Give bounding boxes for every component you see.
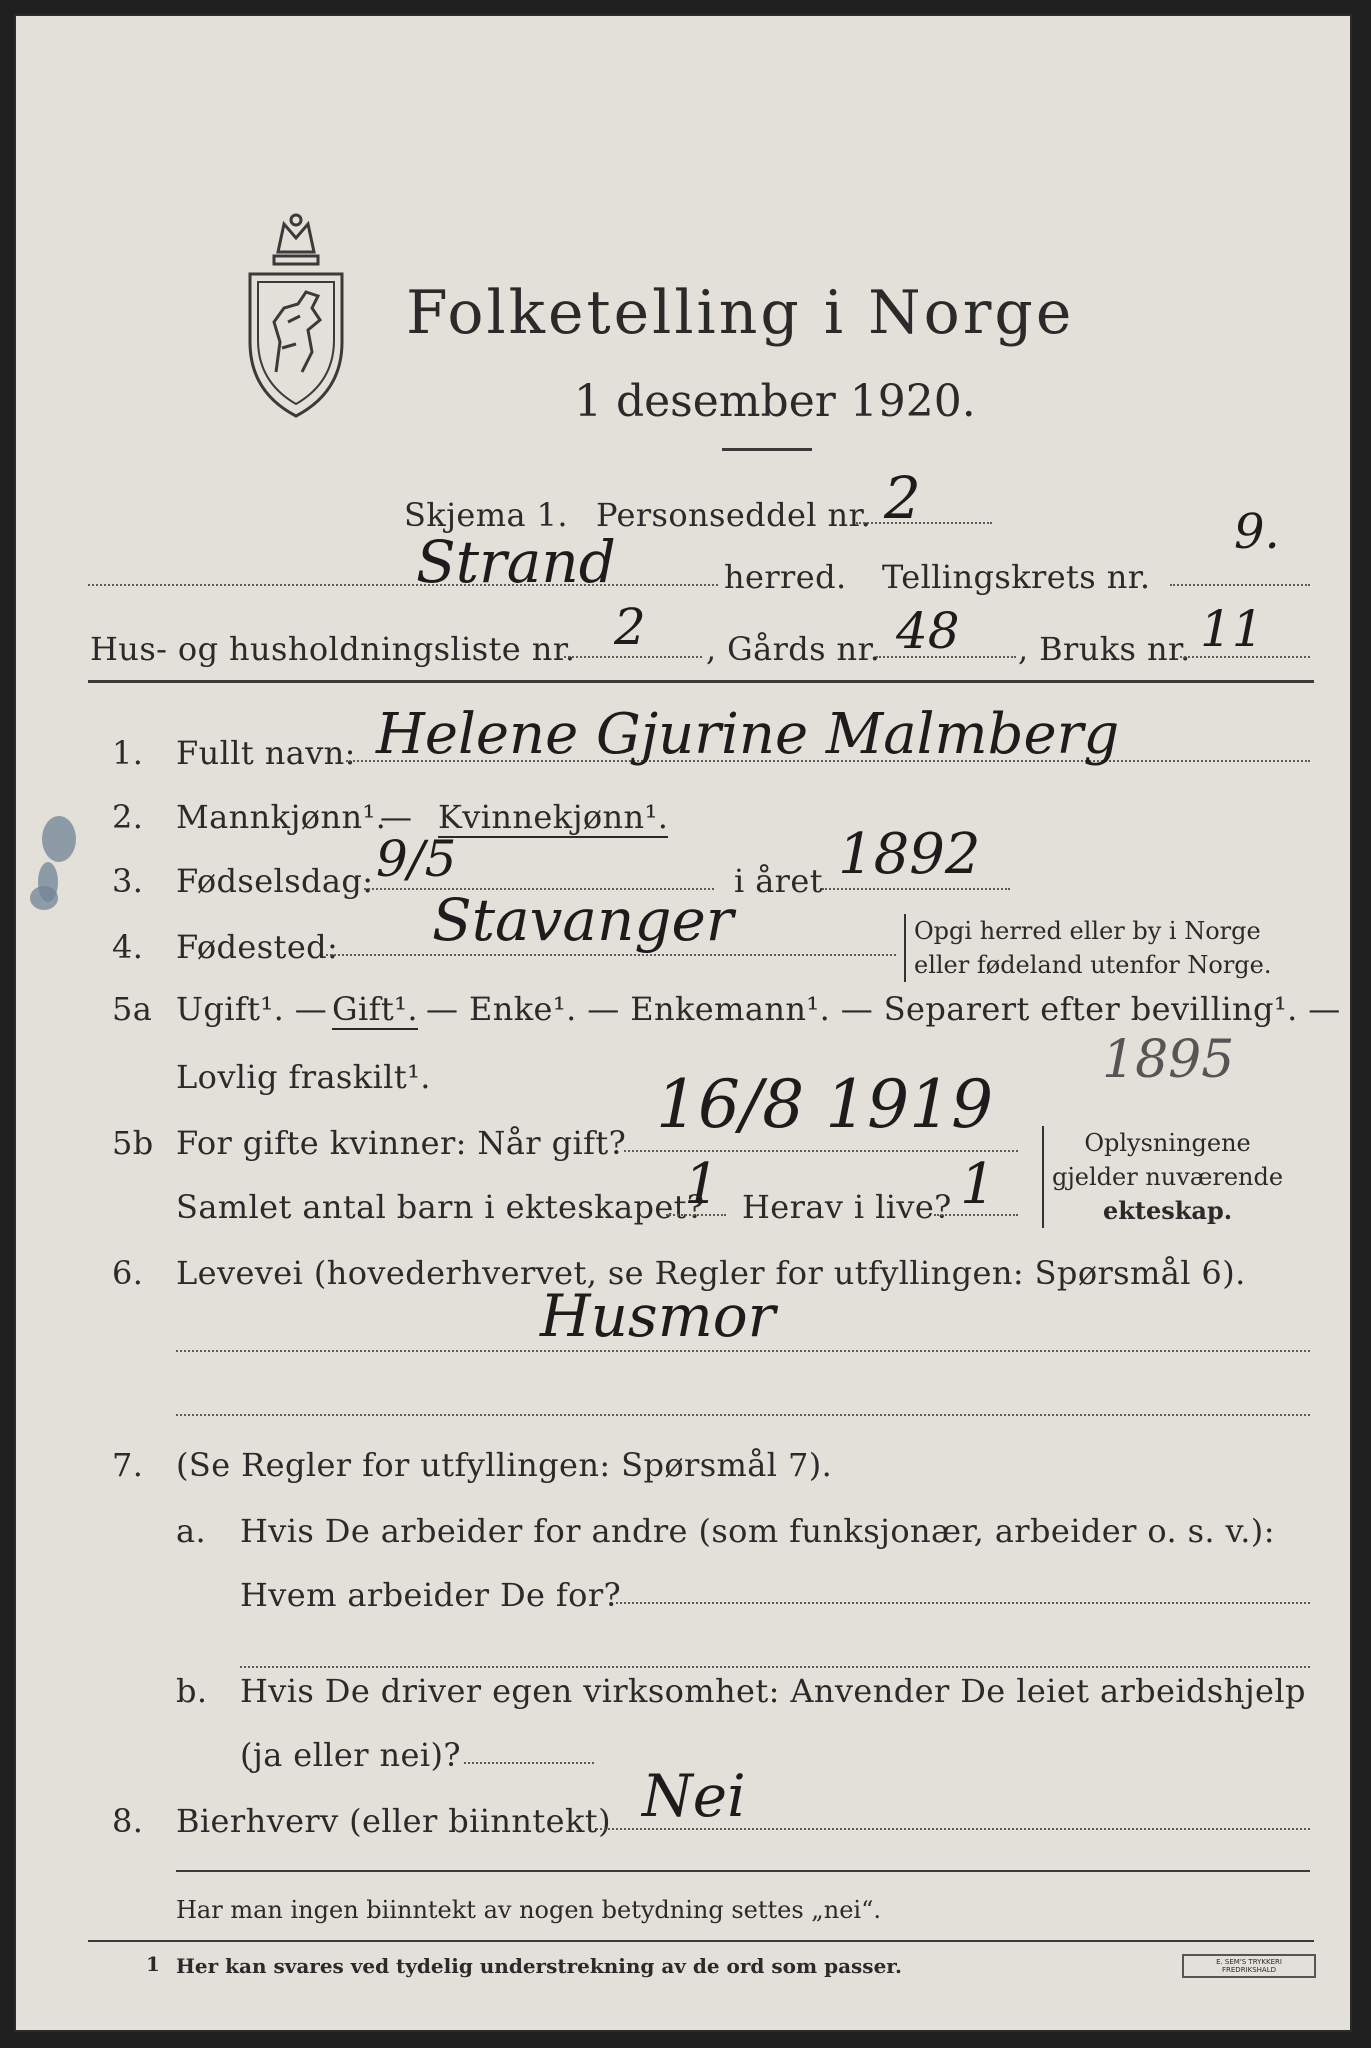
q5b-value: 16/8 1919 xyxy=(656,1066,994,1143)
q2-male: Mannkjønn¹. xyxy=(176,798,387,836)
q6-value: Husmor xyxy=(540,1282,776,1350)
gards-label: , Gårds nr. xyxy=(706,630,881,668)
q2-female: Kvinnekjønn¹. xyxy=(438,798,669,836)
title-divider xyxy=(722,448,812,451)
q8-number: 8. xyxy=(112,1802,144,1840)
bruks-value: 11 xyxy=(1200,600,1264,658)
coat-of-arms-icon xyxy=(236,212,356,422)
bruks-label: , Bruks nr. xyxy=(1018,630,1191,668)
form-date: 1 desember 1920. xyxy=(574,376,976,427)
q5a-gift: Gift¹. xyxy=(332,990,418,1028)
q4-number: 4. xyxy=(112,928,144,966)
q4-note xyxy=(904,914,1272,982)
herred-label: herred. xyxy=(724,558,847,596)
herred-value: Strand xyxy=(416,528,616,596)
gards-value: 48 xyxy=(896,602,960,660)
q5b-children-value: 1 xyxy=(684,1152,720,1217)
q4-value: Stavanger xyxy=(432,886,734,954)
q2-separator: — xyxy=(380,798,413,836)
personseddel-value: 2 xyxy=(884,464,921,532)
footer-rule xyxy=(176,1870,1310,1872)
q7-label: (Se Regler for utfyllingen: Spørsmål 7). xyxy=(176,1446,833,1484)
q3-value: 9/5 xyxy=(376,830,457,888)
q5b-margin-note: 1895 xyxy=(1102,1030,1235,1090)
q5b-note-line2: gjelder nuværende xyxy=(1052,1163,1284,1191)
q2-number: 2. xyxy=(112,798,144,836)
q7b-question: (ja eller nei)? xyxy=(240,1736,461,1774)
q5b-number: 5b xyxy=(112,1124,154,1162)
q5a-rest: — Enke¹. — Enkemann¹. — Separert efter bevilling¹. — xyxy=(426,990,1341,1028)
q5b-note-line1: Oplysningene xyxy=(1084,1129,1251,1157)
q7-number: 7. xyxy=(112,1446,144,1484)
footer-note: Har man ingen biinntekt av nogen betydning settes „nei“. xyxy=(176,1896,881,1924)
q5b-note xyxy=(1042,1126,1283,1228)
q1-number: 1. xyxy=(112,734,144,772)
q5a-line2: Lovlig fraskilt¹. xyxy=(176,1058,431,1096)
q3-number: 3. xyxy=(112,862,144,900)
printer-stamp: E. SEM'S TRYKKERI FREDRIKSHALD xyxy=(1182,1954,1316,1978)
q8-value: Nei xyxy=(642,1762,746,1830)
hus-value: 2 xyxy=(614,598,646,656)
footnote-rule xyxy=(88,1940,1314,1942)
q8-label: Bierhverv (eller biinntekt) xyxy=(176,1802,611,1840)
header-rule xyxy=(88,680,1314,683)
tellingskrets-label: Tellingskrets nr. xyxy=(882,558,1151,596)
q3-year-label: i året xyxy=(734,862,823,900)
q7b-text: Hvis De driver egen virksomhet: Anvender De leiet arbeidshjelp xyxy=(240,1672,1306,1710)
tellingskrets-value: 9. xyxy=(1234,504,1280,560)
q1-value: Helene Gjurine Malmberg xyxy=(376,702,1120,767)
footnote-mark: 1 xyxy=(146,1952,160,1976)
q6-label: Levevei (hovederhvervet, se Regler for utfyllingen: Spørsmål 6). xyxy=(176,1254,1246,1292)
q4-note-line2: eller fødeland utenfor Norge. xyxy=(914,951,1272,979)
q5b-children-label: Samlet antal barn i ekteskapet? xyxy=(176,1188,705,1226)
q3-year-value: 1892 xyxy=(838,822,981,887)
q4-note-line1: Opgi herred eller by i Norge xyxy=(914,917,1261,945)
q5a-ugift: Ugift¹. — xyxy=(176,990,328,1028)
q5b-alive-label: Herav i live? xyxy=(742,1188,952,1226)
q7a-letter: a. xyxy=(176,1512,207,1550)
q1-label: Fullt navn: xyxy=(176,734,356,772)
q7a-question: Hvem arbeider De for? xyxy=(240,1576,622,1614)
q4-label: Fødested: xyxy=(176,928,339,966)
q5b-alive-value: 1 xyxy=(960,1152,996,1217)
q5a-number: 5a xyxy=(112,990,153,1028)
ink-blot xyxy=(42,816,76,862)
form-title: Folketelling i Norge xyxy=(406,278,1075,348)
q7a-text: Hvis De arbeider for andre (som funksjonær, arbeider o. s. v.): xyxy=(240,1512,1275,1550)
footnote-text: Her kan svares ved tydelig understrekning av de ord som passer. xyxy=(176,1954,902,1978)
personseddel-label: Personseddel nr. xyxy=(596,496,872,534)
q5b-note-line3: ekteskap. xyxy=(1103,1196,1233,1225)
q7b-letter: b. xyxy=(176,1672,208,1710)
skjema-label: Skjema 1. xyxy=(404,496,568,534)
hus-label: Hus- og husholdningsliste nr. xyxy=(90,630,576,668)
census-form xyxy=(14,14,1352,2032)
q6-number: 6. xyxy=(112,1254,144,1292)
q3-label: Fødselsdag: xyxy=(176,862,374,900)
q5b-label: For gifte kvinner: Når gift? xyxy=(176,1124,627,1162)
